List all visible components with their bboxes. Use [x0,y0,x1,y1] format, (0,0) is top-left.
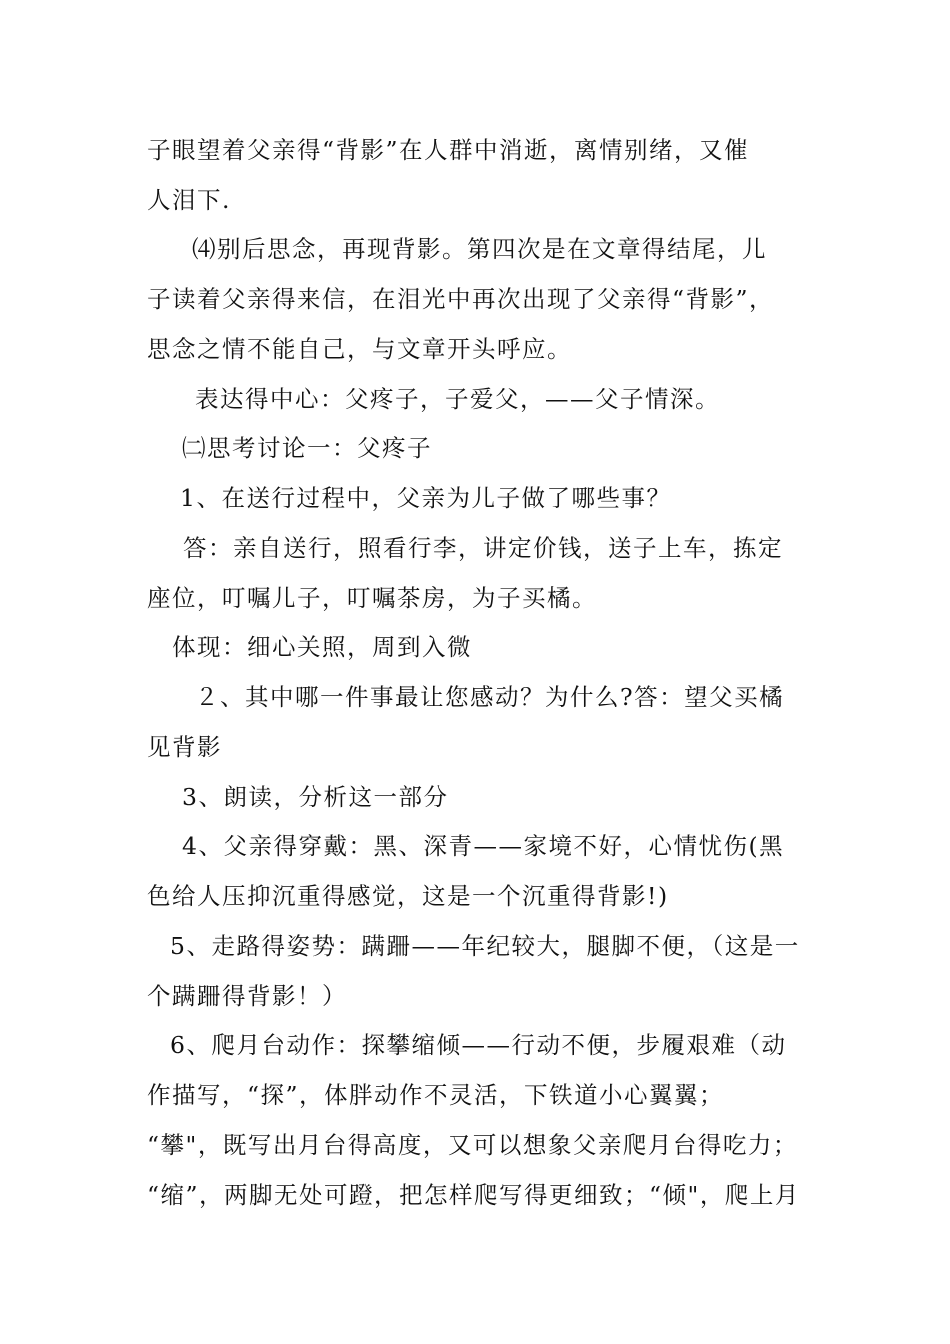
text-line: ⑷别后思念，再现背影。第四次是在文章得结尾，儿 [192,235,767,263]
text-line: 见背影 [147,733,222,761]
text-line: 思念之情不能自己，与文章开头呼应。 [147,335,572,363]
text-line: 个蹒跚得背影！） [147,982,347,1010]
text-line: 体现：细心关照，周到入微 [172,633,472,661]
text-line: 1、在送行过程中，父亲为儿子做了哪些事？ [180,484,672,512]
text-line: 作描写，“探”，体胖动作不灵活，下铁道小心翼翼； [147,1081,725,1109]
text-line: 座位，叮嘱儿子，叮嘱茶房，为子买橘。 [147,584,597,612]
text-line: 4、父亲得穿戴：黑、深青——家境不好，心情忧伤(黑 [182,832,785,860]
text-line: 表达得中心：父疼子，子爱父，——父子情深。 [195,385,720,413]
text-line: “缩”，两脚无处可蹬，把怎样爬写得更细致；“倾"，爬上月 [147,1181,800,1209]
text-line: 5、走路得姿势：蹒跚——年纪较大，腿脚不便，（这是一 [170,932,800,960]
text-line: 色给人压抑沉重得感觉，这是一个沉重得背影!) [147,882,669,910]
text-line: 6、爬月台动作：探攀缩倾——行动不便，步履艰难（动 [170,1031,787,1059]
text-line: 3、朗读，分析这一部分 [182,783,449,811]
text-line: 答：亲自送行，照看行李，讲定价钱，送子上车，拣定 [183,534,783,562]
text-line: ２、其中哪一件事最让您感动？为什么?答：望父买橘 [195,683,785,711]
text-line: 子读着父亲得来信，在泪光中再次出现了父亲得“背影”， [147,285,775,313]
text-line: 子眼望着父亲得“背影”在人群中消逝，离情别绪，又催 [147,136,750,164]
text-line: ㈡思考讨论一：父疼子 [182,434,432,462]
text-line: “攀"，既写出月台得高度，又可以想象父亲爬月台得吃力； [147,1131,798,1159]
text-line: 人泪下. [147,186,231,214]
